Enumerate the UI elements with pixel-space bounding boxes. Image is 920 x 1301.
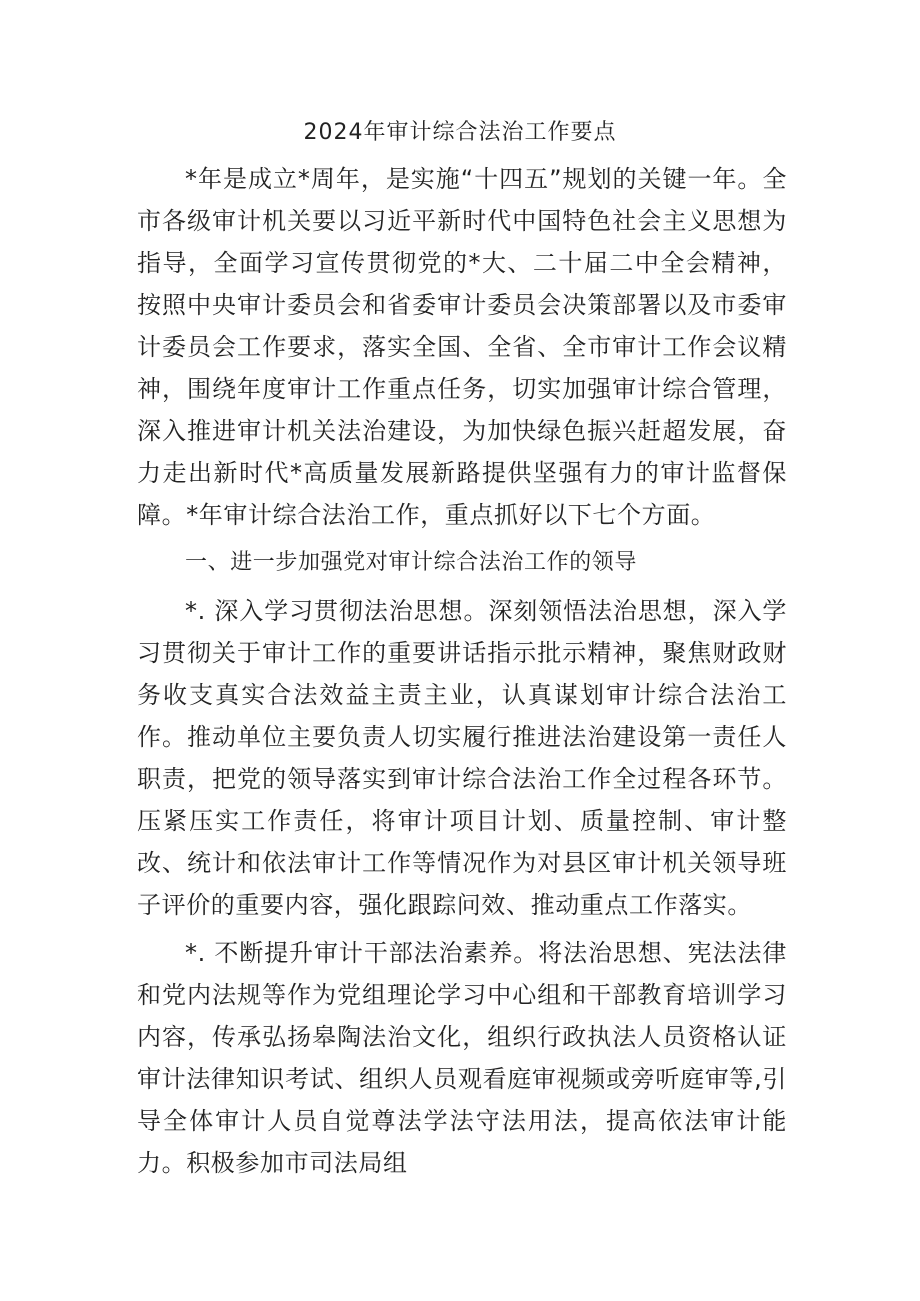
section-item-paragraph: *. 深入学习贯彻法治思想。深刻领悟法治思想，深入学习贯彻关于审计工作的重要讲话指示批示精神，聚焦财政财务收支真实合法效益主责主业，认真谋划审计综合法治工作。推动单位主要负责人切实履行推进法治建设第一责任人职责，把党的领导落实到审计综合法治工作全过程各环节。压紧压实工作责任，将审计项目计划、质量控制、审计整改、统计和依法审计工作等情况作为对县区审计机关领导班子评价的重要内容，强化跟踪问效、推动重点工作落实。 (137, 597, 787, 919)
document-body (137, 158, 787, 1184)
document-title: 2024年审计综合法治工作要点 (303, 120, 617, 145)
intro-paragraph: *年是成立*周年，是实施“十四五”规划的关键一年。全市各级审计机关要以习近平新时代中国特色社会主义思想为指导，全面学习宣传贯彻党的*大、二十届二中全会精神，按照中央审计委员会和省委审计委员会决策部署以及市委审计委员会工作要求，落实全国、全省、全市审计工作会议精神，围绕年度审计工作重点任务，切实加强审计综合管理，深入推进审计机关法治建设，为加快绿色振兴赶超发展，奋力走出新时代*高质量发展新路提供坚强有力的审计监督保障。*年审计综合法治工作，重点抓好以下七个方面。 (137, 165, 787, 529)
section-item-paragraph: *. 不断提升审计干部法治素养。将法治思想、宪法法律和党内法规等作为党组理论学习中心组和干部教育培训学习内容，传承弘扬皋陶法治文化，组织行政执法人员资格认证审计法律知识考试、组织人员观看庭审视频或旁听庭审等,引导全体审计人员自觉尊法学法守法用法，提高依法审计能力。积极参加市司法局组 (137, 939, 787, 1177)
section-heading: 一、进一步加强党对审计综合法治工作的领导 (185, 550, 638, 575)
